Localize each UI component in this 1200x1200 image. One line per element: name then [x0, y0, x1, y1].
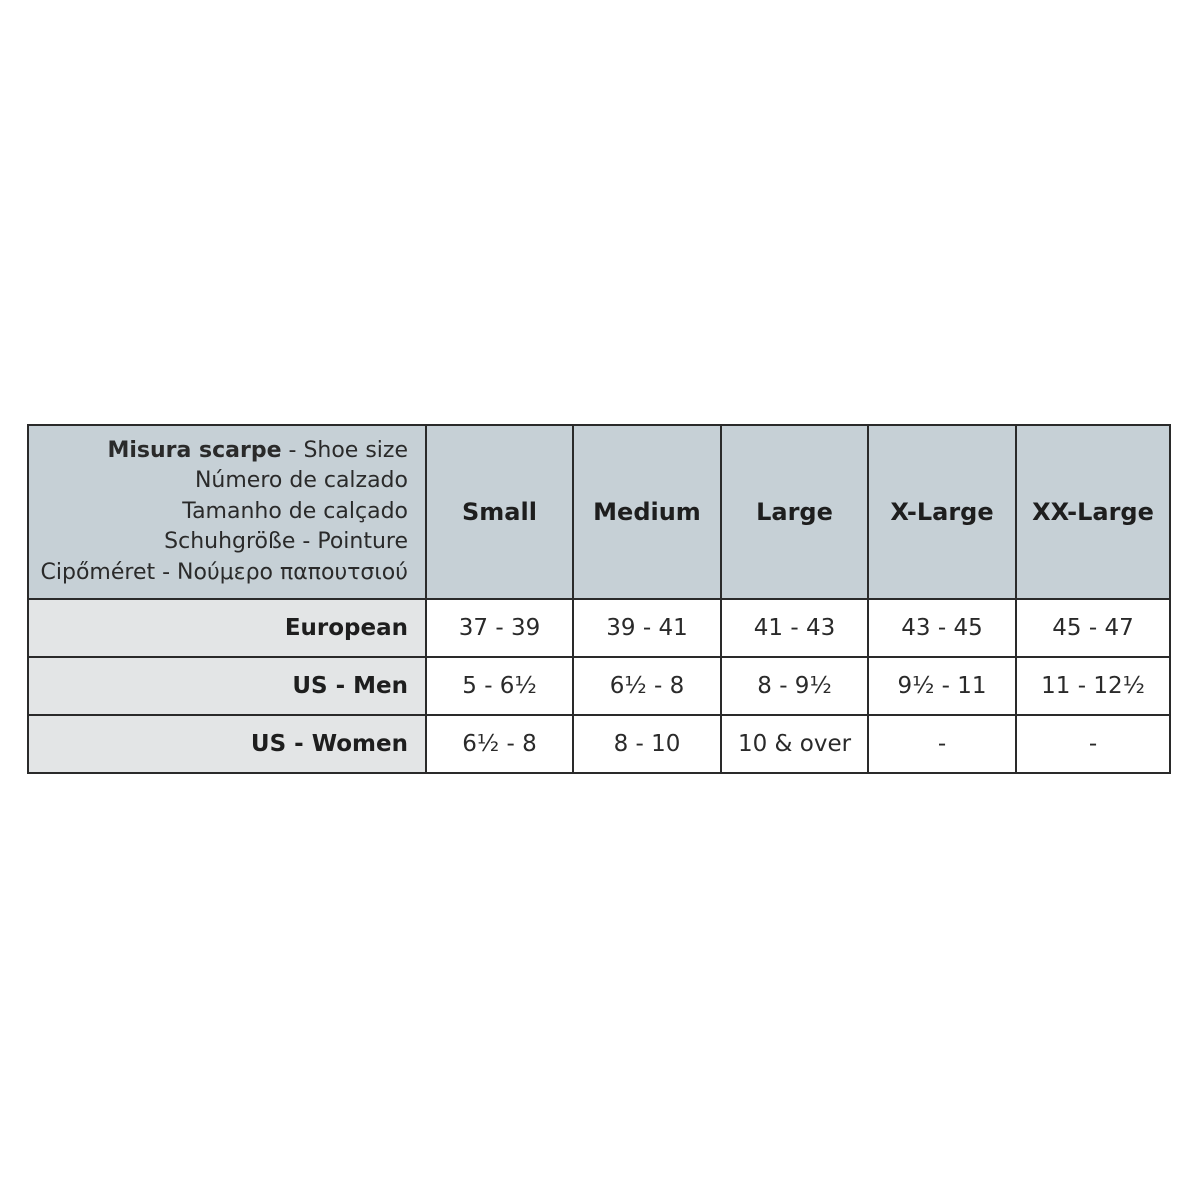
table-cell: -: [1016, 715, 1170, 773]
table-cell: 43 - 45: [868, 599, 1016, 657]
table-cell: 37 - 39: [426, 599, 573, 657]
table-row-us-women: [28, 715, 1170, 773]
row-label: US - Men: [28, 657, 426, 715]
table-cell: 41 - 43: [721, 599, 868, 657]
header-label-line: Número de calzado: [194, 468, 408, 494]
row-label: US - Women: [28, 715, 426, 773]
column-header-medium: Medium: [573, 425, 721, 599]
shoe-size-table: [27, 424, 1171, 774]
table-cell: 10 & over: [721, 715, 868, 773]
table-cell: -: [868, 715, 1016, 773]
table-cell: 6½ - 8: [426, 715, 573, 773]
header-label-line: Schuhgröße - Pointure: [164, 529, 408, 555]
table-cell: 8 - 10: [573, 715, 721, 773]
table-row-european: [28, 599, 1170, 657]
table-cell: 6½ - 8: [573, 657, 721, 715]
table-cell: 45 - 47: [1016, 599, 1170, 657]
column-header-small: Small: [426, 425, 573, 599]
table-header-row: [28, 425, 1170, 599]
column-header-xx-large: XX-Large: [1016, 425, 1170, 599]
header-label-line: Misura scarpe - Shoe size: [107, 437, 408, 463]
shoe-size-header-label: [28, 425, 426, 599]
column-header-large: Large: [721, 425, 868, 599]
table-cell: 11 - 12½: [1016, 657, 1170, 715]
row-label: European: [28, 599, 426, 657]
header-label-line: Tamanho de calçado: [182, 498, 408, 524]
column-header-x-large: X-Large: [868, 425, 1016, 599]
table-cell: 5 - 6½: [426, 657, 573, 715]
table-cell: 39 - 41: [573, 599, 721, 657]
header-label-line: Cipőméret - Νούμερο παπουτσιού: [40, 559, 408, 585]
table-cell: 8 - 9½: [721, 657, 868, 715]
table-cell: 9½ - 11: [868, 657, 1016, 715]
table-row-us-men: [28, 657, 1170, 715]
